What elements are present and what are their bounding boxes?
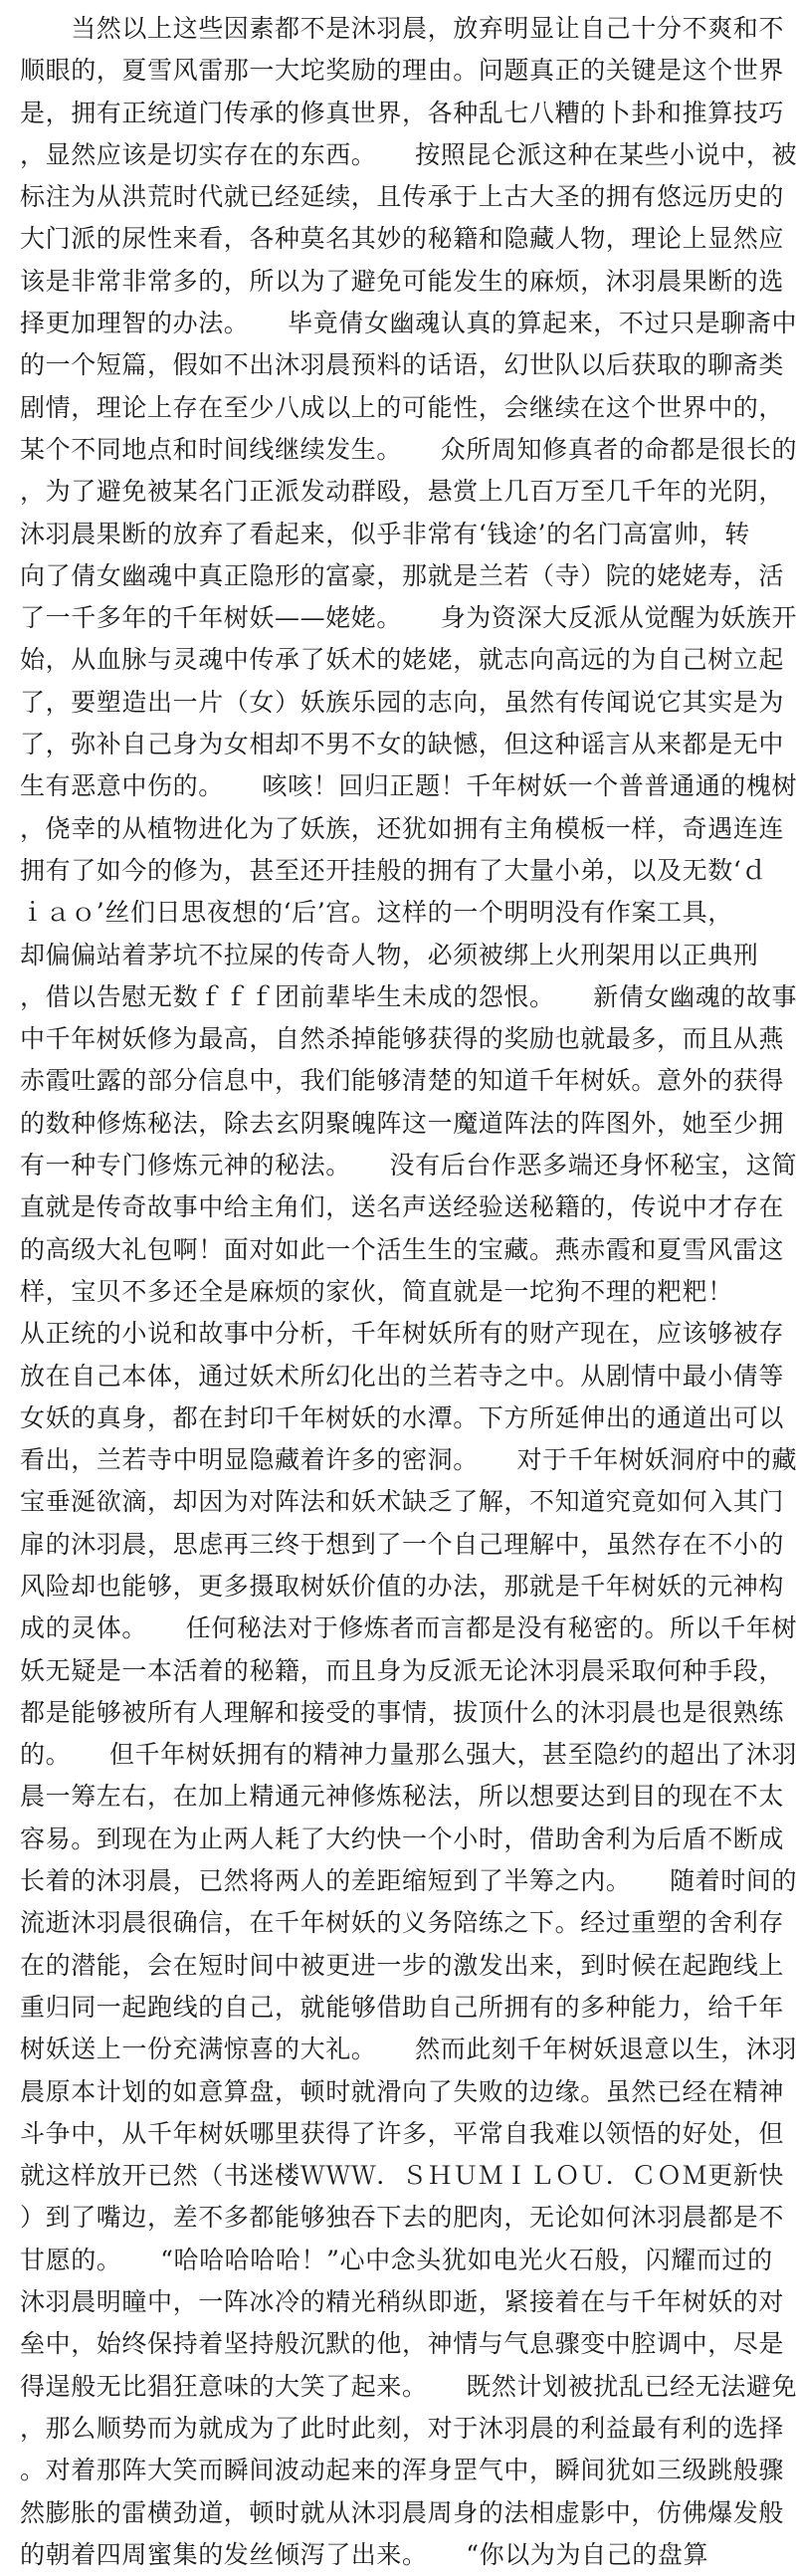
text-line: 是，拥有正统道门传承的修真世界，各种乱七八糟的卜卦和推算技巧 [20,98,785,127]
text-line: 了，要塑造出一片（女）妖族乐园的志向，虽然有传闻说它其实是为 [20,687,785,717]
text-line: 标注为从洪荒时代就已经延续，且传承于上古大圣的拥有悠远历史的 [20,182,785,212]
text-line: 。对着那阵大笑而瞬间波动起来的浑身罡气中，瞬间犹如三级跳般骤 [20,2456,785,2485]
text-line: 看出，兰若寺中明显隐藏着许多的密洞。 对于千年树妖洞府中的藏 [20,1445,797,1475]
text-line: 中千年树妖修为最高，自然杀掉能够获得的奖励也就最多，而且从燕 [20,1024,785,1054]
text-line: 拥有了如今的修为，甚至还开挂般的拥有了大量小弟，以及无数‘ｄ [20,855,767,885]
text-line: ，那么顺势而为就成为了此时此刻，对于沐羽晨的利益最有利的选择 [20,2413,785,2443]
text-line: 流逝沐羽晨很确信，在千年树妖的义务陪练之下。经过重塑的舍利存 [20,1908,785,1938]
text-line: 却偏偏站着茅坑不拉屎的传奇人物，必须被绑上火刑架用以正典刑 [20,940,759,969]
text-line: ｉａｏ’丝们日思夜想的‘后’宫。这样的一个明明没有作案工具， [20,898,733,928]
text-line: 样，宝贝不多还全是麻烦的家伙，简直就是一坨狗不理的粑粑！ [20,1276,733,1306]
text-line: ，侥幸的从植物进化为了妖族，还犹如拥有主角模板一样，奇遇连连 [20,813,785,843]
text-line: 甘愿的。 “哈哈哈哈哈！”心中念头犹如电光火石般，闪耀而过的 [20,2245,773,2274]
text-line: 大门派的尿性来看，各种莫名其妙的秘籍和隐藏人物，理论上显然应 [20,224,785,254]
text-line: 了，弥补自己身为女相却不男不女的缺憾，但这种谣言从来都是无中 [20,730,785,759]
text-line: 晨原本计划的如意算盘，顿时就滑向了失败的边缘。虽然已经在精神 [20,2076,785,2106]
text-line: 赤霞吐露的部分信息中，我们能够清楚的知道千年树妖。意外的获得 [20,1066,785,1096]
text-line: 容易。到现在为止两人耗了大约快一个小时，借助舍利为后盾不断成 [20,1824,785,1853]
text-line: 就这样放开已然（书迷楼ＷＷＷ．ＳＨＵＭＩＬＯＵ．ＣＯＭ更新快 [20,2161,785,2191]
text-line: 长着的沐羽晨，已然将两人的差距缩短到了半筹之内。 随着时间的 [20,1866,797,1896]
text-line: ，显然应该是切实存在的东西。 按照昆仑派这种在某些小说中，被 [20,139,797,169]
text-line: 在的潜能，会在短时间中被更进一步的激发出来，到时候在起跑线上 [20,1950,785,1980]
text-line: 有一种专门修炼元神的秘法。 没有后台作恶多端还身怀秘宝，这简 [20,1151,797,1181]
text-line: 垒中，始终保持着坚持般沉默的他，神情与气息骤变中腔调中，尽是 [20,2329,785,2359]
text-line: 该是非常非常多的，所以为了避免可能发生的麻烦，沐羽晨果断的选 [20,266,785,296]
text-line: 的数种修炼秘法，除去玄阴聚魄阵这一魔道阵法的阵图外，她至少拥 [20,1108,785,1138]
text-line: 剧情，理论上存在至少八成以上的可能性，会继续在这个世界中的， [20,392,785,422]
text-line: 始，从血脉与灵魂中传承了妖术的姥姥，就志向高远的为自己树立起 [20,645,785,675]
text-line: ）到了嘴边，差不多都能够独吞下去的肥肉，无论如何沐羽晨都是不 [20,2203,785,2233]
text-line: 的朝着四周蜜集的发丝倾泻了出来。 “你以为为自己的盘算 [20,2539,709,2569]
text-line: 重归同一起跑线的自己，就能够借助自己所拥有的多种能力，给千年 [20,1992,785,2022]
text-line: 沐羽晨果断的放弃了看起来，似乎非常有‘钱途’的名门高富帅，转 [20,519,750,548]
text-line: 风险却也能够，更多摄取树妖价值的办法，那就是千年树妖的元神构 [20,1571,785,1601]
text-line: 斗争中，从千年树妖哪里获得了许多，平常自我难以领悟的好处，但 [20,2118,785,2148]
text-line: 得逞般无比猖狂意味的大笑了起来。 既然计划被扰乱已经无法避免 [20,2371,797,2401]
text-line: ，借以告慰无数ｆｆｆ团前辈毕生未成的怨恨。 新倩女幽魂的故事 [20,981,797,1011]
text-line: 沐羽晨明瞳中，一阵冰冷的精光稍纵即逝，紧接着在与千年树妖的对 [20,2287,785,2317]
text-line: 的一个短篇，假如不出沐羽晨预料的话语，幻世队以后获取的聊斋类 [20,350,785,380]
text-line: 放在自己本体，通过妖术所幻化出的兰若寺之中。从剧情中最小倩等 [20,1361,785,1391]
text-line: 晨一筹左右，在加上精通元神修炼秘法，所以想要达到目的现在不太 [20,1782,785,1812]
text-line: 择更加理智的办法。 毕竟倩女幽魂认真的算起来，不过只是聊斋中 [20,309,797,338]
text-line: 向了倩女幽魂中真正隐形的富豪，那就是兰若（寺）院的姥姥寿，活 [20,560,785,590]
text-line: 了一千多年的千年树妖——姥姥。 身为资深大反派从觉醒为妖族开 [20,603,797,633]
text-line: 从正统的小说和故事中分析，千年树妖所有的财产现在，应该够被存 [20,1319,785,1349]
text-line: 的高级大礼包啊！面对如此一个活生生的宝藏。燕赤霞和夏雪风雷这 [20,1234,785,1264]
text-line: 妖无疑是一本活着的秘籍，而且身为反派无论沐羽晨采取何种手段， [20,1655,785,1685]
text-line: 扉的沐羽晨，思虑再三终于想到了一个自己理解中，虽然存在不小的 [20,1529,785,1559]
text-line: 当然以上这些因素都不是沐羽晨，放弃明显让自己十分不爽和不 [20,14,785,43]
text-line: 宝垂涎欲滴，却因为对阵法和妖术缺乏了解，不知道究竟如何入其门 [20,1487,785,1517]
text-line: 生有恶意中伤的。 咳咳！回归正题！千年树妖一个普普通通的槐树 [20,771,797,801]
text-line: 成的灵体。 任何秘法对于修炼者而言都是没有秘密的。所以千年树 [20,1613,797,1643]
text-line: 顺眼的，夏雪风雷那一大坨奖励的理由。问题真正的关键是这个世界 [20,56,785,86]
text-line: ，为了避免被某名门正派发动群殴，悬赏上几百万至几千年的光阴， [20,477,785,507]
text-line: 某个不同地点和时间线继续发生。 众所周知修真者的命都是很长的 [20,434,797,464]
text-line: 女妖的真身，都在封印千年树妖的水潭。下方所延伸出的通道出可以 [20,1402,785,1432]
text-line: 然膨胀的雷横劲道，顿时就从沐羽晨周身的法相虚影中，仿佛爆发般 [20,2497,785,2527]
text-line: 的。 但千年树妖拥有的精神力量那么强大，甚至隐约的超出了沐羽 [20,1740,797,1770]
text-line: 直就是传奇故事中给主角们，送名声送经验送秘籍的，传说中才存在 [20,1192,785,1222]
text-line: 都是能够被所有人理解和接受的事情，拔顶什么的沐羽晨也是很熟练 [20,1697,785,1727]
text-line: 树妖送上一份充满惊喜的大礼。 然而此刻千年树妖退意以生，沐羽 [20,2035,797,2064]
